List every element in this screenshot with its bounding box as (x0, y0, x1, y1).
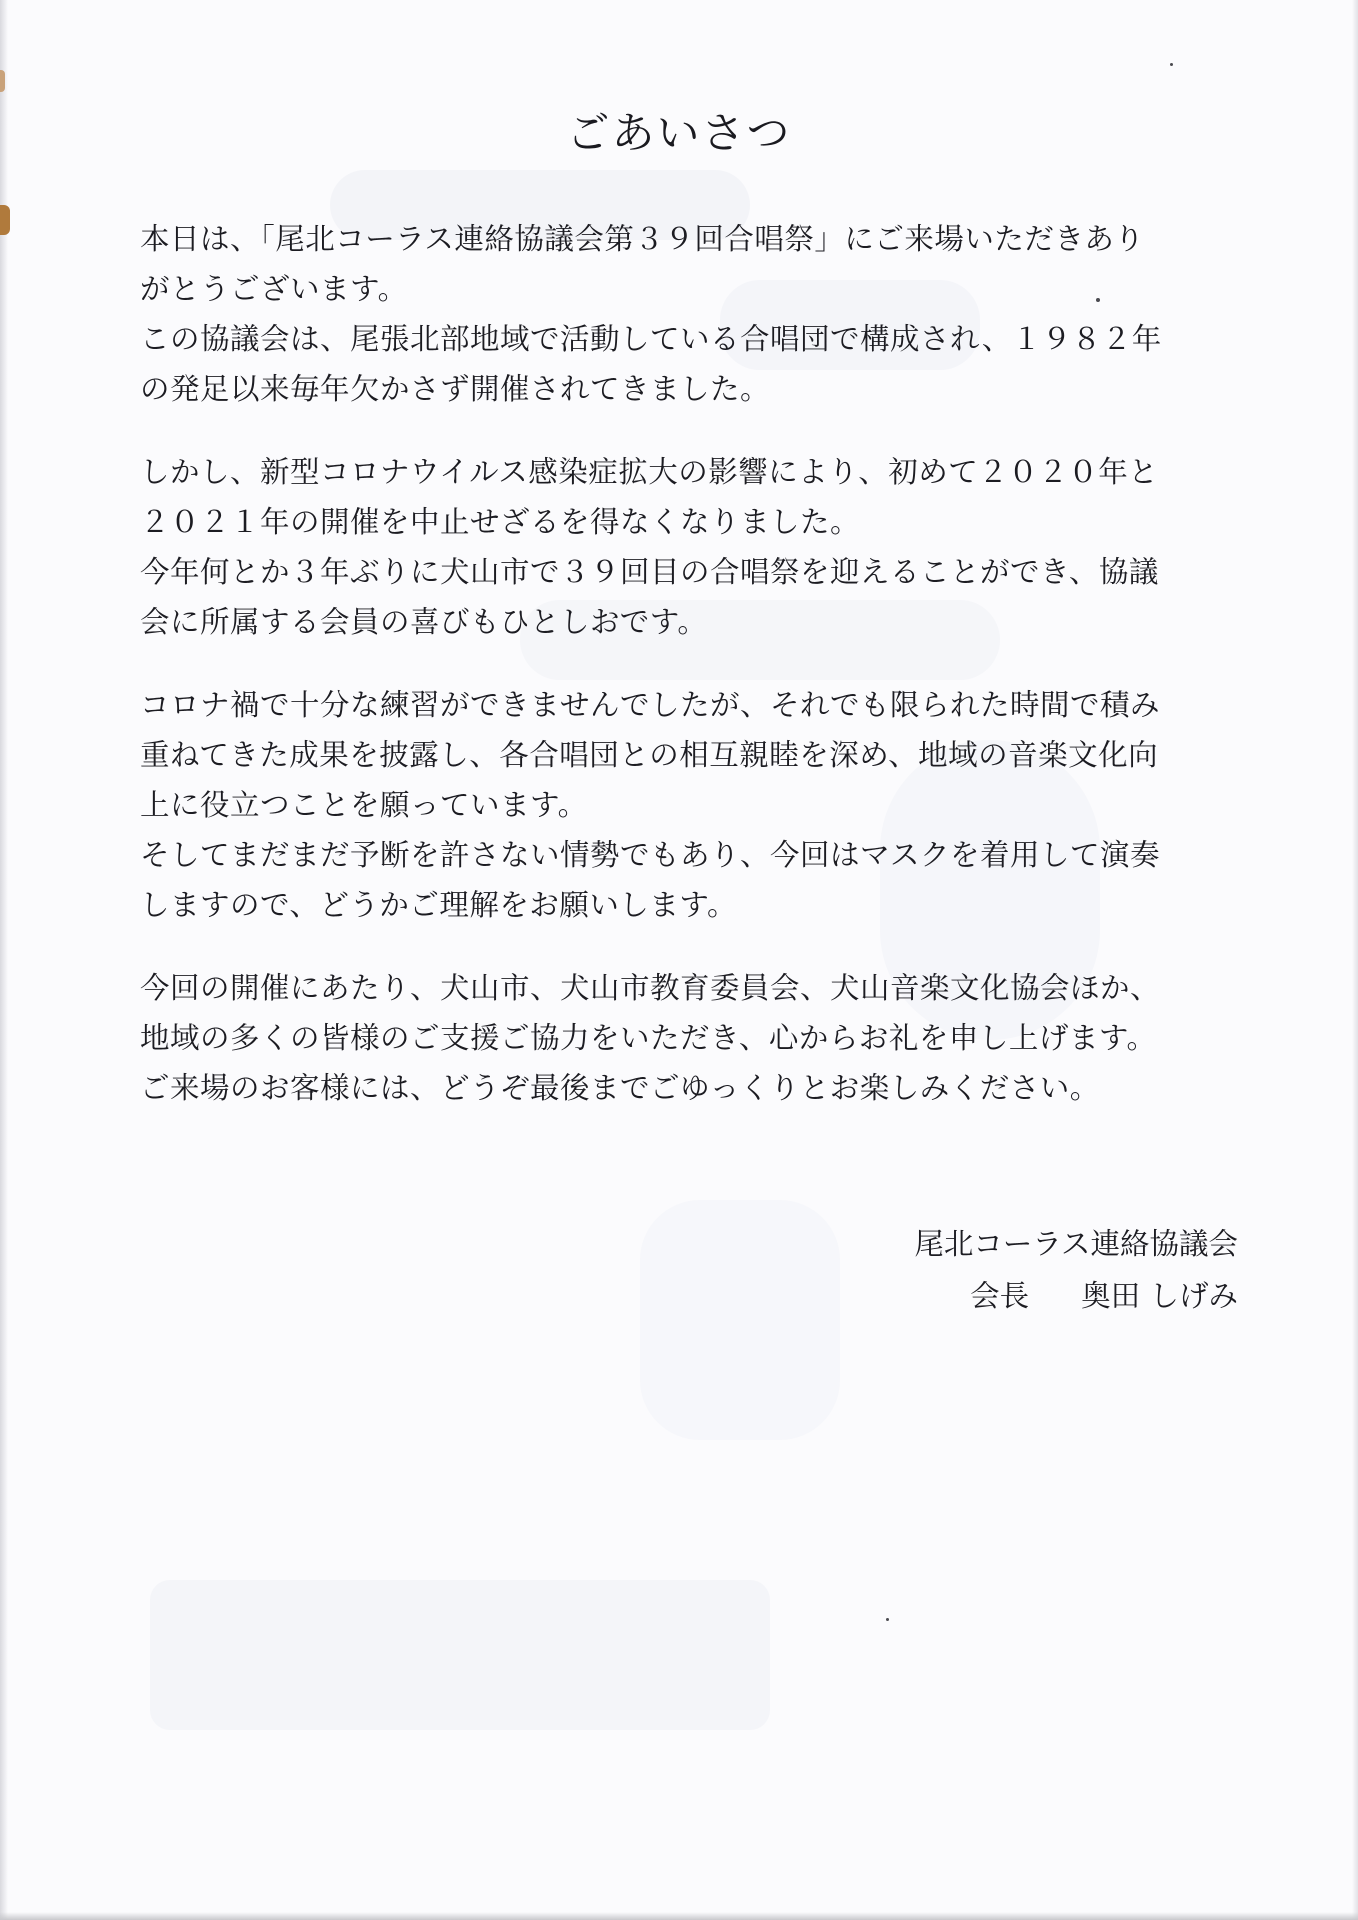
text-line: 今年何とか３年ぶりに犬山市で３９回目の合唱祭を迎えることができ、協議 (140, 555, 1159, 589)
signature-organization: 尾北コーラス連絡協議会 (914, 1227, 1238, 1261)
text-line: 今回の開催にあたり、犬山市、犬山市教育委員会、犬山音楽文化協会ほか、 (140, 971, 1161, 1005)
bleed-through-shape (150, 1580, 770, 1730)
paragraph (140, 680, 1230, 930)
text-line: 本日は、「尾北コーラス連絡協議会第３９回合唱祭」にご来場いただきあり (140, 222, 1145, 256)
text-line: がとうございます。 (140, 272, 408, 306)
signature-role: 会長 (970, 1279, 1030, 1313)
text-line: 地域の多くの皆様のご支援ご協力をいただき、心からお礼を申し上げます。 (140, 1021, 1157, 1055)
text-line: 上に役立つことを願っています。 (140, 788, 588, 822)
signature-block (914, 1218, 1238, 1322)
signature-name: 奥田 しげみ (1081, 1279, 1238, 1313)
ink-speck (1170, 63, 1173, 66)
text-line: 重ねてきた成果を披露し、各合唱団との相互親睦を深め、地域の音楽文化向 (140, 738, 1159, 772)
paragraph-gap (140, 647, 1230, 680)
text-line: ２０２１年の開催を中止せざるを得なくなりました。 (140, 505, 861, 539)
text-line: コロナ禍で十分な練習ができませんでしたが、それでも限られた時間で積み (140, 688, 1161, 722)
text-line: ご来場のお客様には、どうぞ最後までごゆっくりとお楽しみください。 (140, 1071, 1100, 1105)
scan-bottom-edge (0, 1912, 1358, 1920)
paragraph (140, 214, 1230, 414)
text-line: しかし、新型コロナウイルス感染症拡大の影響により、初めて２０２０年と (140, 455, 1159, 489)
binding-mark-small (0, 70, 5, 92)
text-line: しますので、どうかご理解をお願いします。 (140, 888, 738, 922)
binding-mark (0, 205, 10, 235)
paragraph-gap (140, 414, 1230, 447)
signature-person (914, 1270, 1238, 1322)
text-line: この協議会は、尾張北部地域で活動している合唱団で構成され、１９８２年 (140, 322, 1162, 356)
text-line: 会に所属する会員の喜びもひとしおです。 (140, 605, 708, 639)
text-line: そしてまだまだ予断を許さない情勢でもあり、今回はマスクを着用して演奏 (140, 838, 1161, 872)
greeting-body (140, 214, 1230, 1113)
bleed-through-shape (640, 1200, 840, 1440)
text-line: の発足以来毎年欠かさず開催されてきました。 (140, 372, 771, 406)
page-title: ごあいさつ (566, 109, 792, 159)
paragraph-gap (140, 930, 1230, 963)
scan-right-edge (1352, 0, 1358, 1920)
ink-speck (886, 1618, 889, 1621)
paragraph (140, 963, 1230, 1113)
paragraph (140, 447, 1230, 647)
scan-left-edge (0, 0, 8, 1920)
